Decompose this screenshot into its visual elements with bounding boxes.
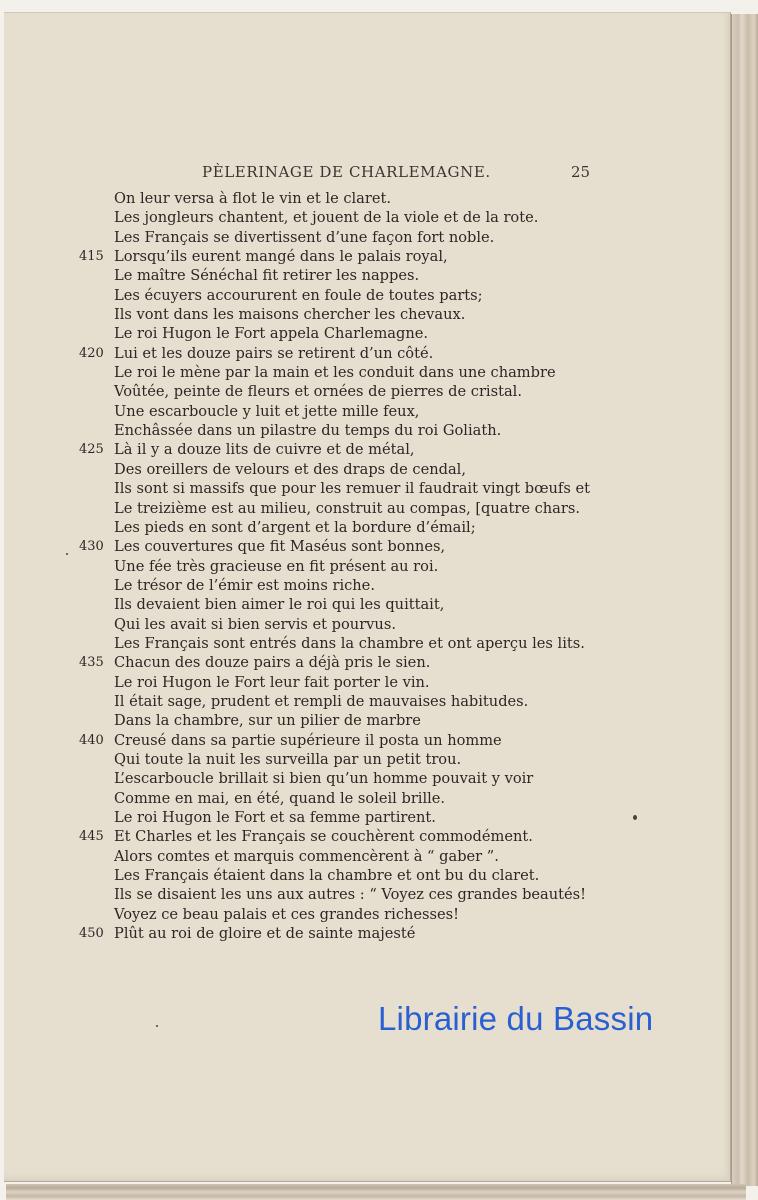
verse-line bbox=[4, 363, 730, 382]
verse-text: Et Charles et les Français se couchèrent commodément. bbox=[114, 828, 533, 846]
verse-number: 430 bbox=[79, 539, 104, 555]
verse-text: Alors comtes et marquis commencèrent à “ gaber ”. bbox=[114, 847, 499, 865]
verse-text: Enchâssée dans un pilastre du temps du roi Goliath. bbox=[114, 422, 502, 440]
verse-line bbox=[4, 576, 730, 595]
verse-text: Dans la chambre, sur un pilier de marbre bbox=[114, 712, 421, 730]
verse-line bbox=[4, 344, 730, 363]
verse-text: Les Français sont entrés dans la chambre et ont aperçu les lits. bbox=[114, 634, 585, 652]
verse-text: Le roi Hugon le Fort et sa femme partirent. bbox=[114, 809, 436, 826]
verse-text: Les Français se divertissent d’une façon fort noble. bbox=[114, 228, 495, 246]
verse-number: 445 bbox=[79, 829, 104, 845]
verse-text: Comme en mai, en été, quand le soleil brille. bbox=[114, 789, 446, 807]
page-stack-right-edge bbox=[731, 14, 758, 1186]
verse-line bbox=[4, 479, 730, 498]
verse-text: Des oreillers de velours et des draps de cendal, bbox=[114, 460, 466, 478]
verse-text: Les pieds en sont d’argent et la bordure d’émail; bbox=[114, 518, 476, 536]
watermark-text: Librairie du Bassin bbox=[378, 1000, 654, 1037]
page-title: PÈLERINAGE DE CHARLEMAGNE. bbox=[202, 163, 491, 181]
verse-text: Une fée très gracieuse en fit présent au roi. bbox=[114, 557, 439, 575]
verse-text: Ils se disaient les uns aux autres : “ Voyez ces grandes beautés! bbox=[114, 886, 587, 904]
verse-line bbox=[4, 537, 730, 556]
verse-number: 415 bbox=[79, 249, 104, 265]
verse-line bbox=[4, 440, 730, 459]
verse-line bbox=[4, 750, 730, 769]
verse-list bbox=[4, 189, 730, 943]
verse-text: Ils sont si massifs que pour les remuer il faudrait vingt bœufs et bbox=[114, 480, 590, 498]
verse-line bbox=[4, 305, 730, 324]
ink-speck bbox=[156, 1025, 158, 1027]
verse-line bbox=[4, 789, 730, 808]
ink-speck bbox=[66, 553, 68, 555]
verse-text: Le trésor de l’émir est moins riche. bbox=[114, 576, 375, 594]
verse-line bbox=[4, 808, 730, 827]
verse-text: Lorsqu’ils eurent mangé dans le palais royal, bbox=[114, 248, 448, 266]
verse-line bbox=[4, 421, 730, 440]
verse-text: Le roi Hugon le Fort leur fait porter le vin. bbox=[114, 673, 430, 691]
verse-line bbox=[4, 557, 730, 576]
verse-line bbox=[4, 905, 730, 924]
verse-number: 435 bbox=[79, 655, 104, 671]
verse-text: Le roi Hugon le Fort appela Charlemagne. bbox=[114, 325, 428, 343]
verse-text: L’escarboucle brillait si bien qu’un homme pouvait y voir bbox=[114, 770, 534, 788]
verse-line bbox=[4, 692, 730, 711]
verse-line bbox=[4, 382, 730, 401]
verse-line bbox=[4, 247, 730, 266]
verse-text: Le maître Sénéchal fit retirer les nappes. bbox=[114, 267, 420, 285]
verse-number: 440 bbox=[79, 732, 104, 748]
verse-line bbox=[4, 518, 730, 537]
verse-line bbox=[4, 208, 730, 227]
verse-text: Le treizième est au milieu, construit au compas, [quatre chars. bbox=[114, 499, 580, 517]
verse-line bbox=[4, 673, 730, 692]
verse-text: Qui toute la nuit les surveilla par un petit trou. bbox=[114, 750, 462, 768]
page-stack-bottom-edge bbox=[6, 1184, 746, 1200]
page-number: 25 bbox=[571, 163, 591, 181]
verse-line bbox=[4, 769, 730, 788]
verse-text: Les jongleurs chantent, et jouent de la viole et de la rote. bbox=[114, 209, 539, 227]
verse-text: Les couvertures que fit Maséus sont bonnes, bbox=[114, 538, 446, 556]
verse-line bbox=[4, 885, 730, 904]
verse-text: Creusé dans sa partie supérieure il posta un homme bbox=[114, 731, 502, 749]
verse-text: Ils devaient bien aimer le roi qui les quittait, bbox=[114, 596, 445, 614]
verse-text: Voûtée, peinte de fleurs et ornées de pierres de cristal. bbox=[114, 383, 522, 401]
ink-speck bbox=[633, 815, 637, 820]
verse-line bbox=[4, 499, 730, 518]
verse-line bbox=[4, 228, 730, 247]
verse-text: Voyez ce beau palais et ces grandes richesses! bbox=[114, 905, 459, 923]
verse-number: 450 bbox=[79, 926, 104, 942]
verse-text: Il était sage, prudent et rempli de mauvaises habitudes. bbox=[114, 692, 529, 710]
verse-line bbox=[4, 653, 730, 672]
verse-line bbox=[4, 615, 730, 634]
verse-text: Lui et les douze pairs se retirent d’un côté. bbox=[114, 344, 434, 362]
verse-line bbox=[4, 286, 730, 305]
verse-text: Plût au roi de gloire et de sainte majesté bbox=[114, 925, 416, 943]
verse-text: Les Français étaient dans la chambre et ont bu du claret. bbox=[114, 867, 540, 885]
verse-line bbox=[4, 866, 730, 885]
verse-text: Une escarboucle y luit et jette mille feux, bbox=[114, 402, 420, 420]
verse-line bbox=[4, 924, 730, 943]
verse-line bbox=[4, 711, 730, 730]
verse-line bbox=[4, 324, 730, 343]
verse-text: On leur versa à flot le vin et le claret. bbox=[114, 190, 392, 207]
verse-line bbox=[4, 595, 730, 614]
verse-text: Ils vont dans les maisons chercher les chevaux. bbox=[114, 306, 466, 324]
verse-text: Qui les avait si bien servis et pourvus. bbox=[114, 615, 396, 633]
verse-line bbox=[4, 266, 730, 285]
verse-line bbox=[4, 460, 730, 479]
verse-line bbox=[4, 189, 730, 208]
verse-number: 420 bbox=[79, 345, 104, 361]
verse-text: Le roi le mène par la main et les conduit dans une chambre bbox=[114, 364, 556, 382]
verse-number: 425 bbox=[79, 442, 104, 458]
verse-line bbox=[4, 847, 730, 866]
running-head bbox=[4, 163, 730, 185]
verse-line bbox=[4, 402, 730, 421]
verse-line bbox=[4, 731, 730, 750]
verse-line bbox=[4, 827, 730, 846]
verse-text: Là il y a douze lits de cuivre et de métal, bbox=[114, 441, 415, 459]
verse-line bbox=[4, 634, 730, 653]
verse-text: Les écuyers accoururent en foule de toutes parts; bbox=[114, 286, 483, 304]
verse-text: Chacun des douze pairs a déjà pris le sien. bbox=[114, 654, 431, 672]
